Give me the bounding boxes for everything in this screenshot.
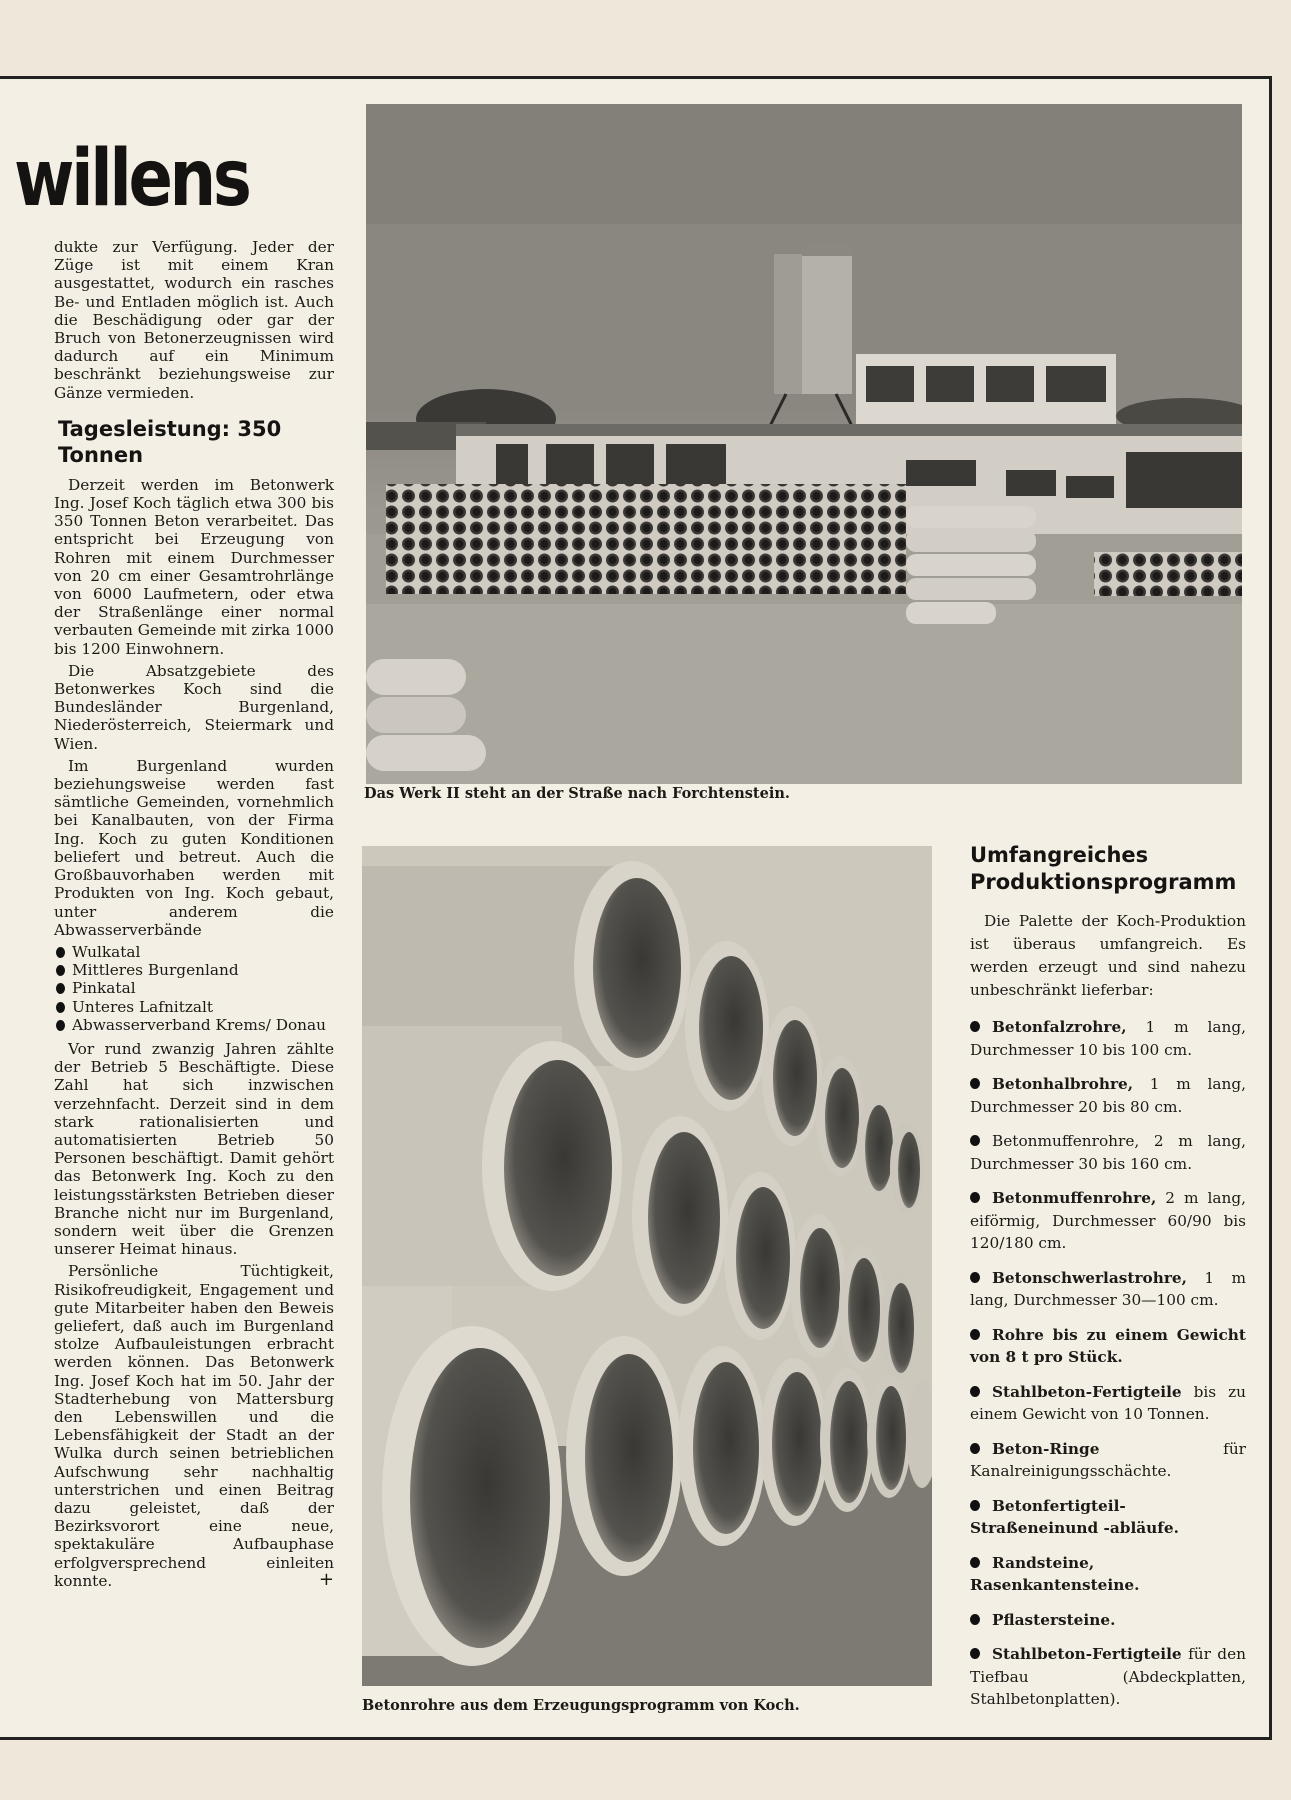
paragraph: Derzeit werden im Betonwerk Ing. Josef Koch täglich etwa 300 bis 350 Tonnen Beton verarbeitet. Das entspricht bei Erzeugung von Rohren mit einem Durchmesser von 20 cm einer Gesamtrohrlänge von 6000 Laufmetern, oder etwa der Straßenlänge einer normal verbauten Gemeinde mit zirka 1000 bis 1200 Einwohnern. bbox=[54, 475, 334, 658]
bullet-dot bbox=[970, 1272, 980, 1283]
product-item bbox=[970, 1073, 1246, 1118]
product-name: Stahlbeton-Fertigteile bbox=[992, 1645, 1182, 1663]
product-item bbox=[970, 1381, 1246, 1426]
photo-concrete-pipes bbox=[362, 846, 932, 1686]
caption-photo-factory: Das Werk II steht an der Straße nach Forchtenstein. bbox=[364, 785, 790, 802]
list-item: Mittleres Burgenland bbox=[54, 961, 334, 979]
product-name: Betonhalbrohre, bbox=[992, 1075, 1134, 1093]
bullet-dot bbox=[970, 1443, 980, 1454]
product-item bbox=[970, 1267, 1246, 1312]
article-column-left bbox=[54, 238, 334, 1594]
product-name: Betonmuffenrohre, bbox=[992, 1189, 1157, 1207]
bullet-dot bbox=[970, 1648, 980, 1659]
product-name: Betonfertigteil-Straßeneinund -abläufe. bbox=[970, 1496, 1179, 1537]
product-item bbox=[970, 1552, 1246, 1597]
product-detail: 1 m lang, Durchmesser 20 bis 80 cm. bbox=[970, 1075, 1246, 1116]
end-mark: + bbox=[318, 1568, 334, 1590]
product-detail: 1 m lang, Durchmesser 10 bis 100 cm. bbox=[970, 1018, 1246, 1059]
caption-photo-pipes: Betonrohre aus dem Erzeugungsprogramm von Koch. bbox=[362, 1697, 800, 1714]
bullet-dot bbox=[970, 1557, 980, 1568]
list-item: Wulkatal bbox=[54, 943, 334, 961]
product-detail: für den Tiefbau (Abdeckplatten, Stahlbetonplatten). bbox=[970, 1645, 1246, 1708]
paragraph: Vor rund zwanzig Jahren zählte der Betrieb 5 Beschäftigte. Diese Zahl hat sich inzwischen verzehnfacht. Derzeit sind in dem stark rationalisierten und automatisierten Betrieb 50 Personen beschäftigt. Damit gehört das Betonwerk Ing. Koch zu den leistungsstärksten Betrieben dieser Branche nicht nur im Burgenland, sondern weit über die Grenzen unserer Heimat hinaus. bbox=[54, 1039, 334, 1259]
product-name: Rohre bis zu einem Gewicht von 8 t pro Stück. bbox=[970, 1325, 1246, 1366]
product-name: Betonschwerlastrohre, bbox=[992, 1268, 1187, 1287]
list-item: Unteres Lafnitzalt bbox=[54, 998, 334, 1016]
product-detail: für Kanalreinigungsschächte. bbox=[970, 1439, 1246, 1480]
bullet-dot bbox=[970, 1500, 980, 1511]
paragraph bbox=[54, 1262, 334, 1590]
product-name: Betonmuffenrohre, bbox=[992, 1132, 1140, 1150]
bullet-dot bbox=[970, 1135, 980, 1146]
paragraph: Im Burgenland wurden beziehungsweise werden fast sämtliche Gemeinden, vornehmlich bei Kanalbauten, von der Firma Ing. Koch zu guten Konditionen beliefert und betreut. Auch die Großbauvorhaben werden mit Produkten von Ing. Koch gebaut, unter anderem die Abwasserverbände bbox=[54, 756, 334, 939]
product-item bbox=[970, 1324, 1246, 1369]
subheading-produktionsprogramm: Umfangreiches Produktionsprogramm bbox=[970, 843, 1237, 894]
paragraph: dukte zur Verfügung. Jeder der Züge ist mit einem Kran ausgestattet, wodurch ein rasches Be- und Entladen möglich ist. Auch die Beschädigung oder gar der Bruch von Betonerzeugnissen wird dadurch auf ein Minimum beschränkt beziehungsweise zur Gänze vermieden. bbox=[54, 238, 334, 402]
product-name: Beton-Ringe bbox=[992, 1439, 1100, 1458]
product-detail: 2 m lang, Durchmesser 30 bis 160 cm. bbox=[970, 1132, 1246, 1173]
paragraph: Die Palette der Koch-Produktion ist überaus umfangreich. Es werden erzeugt und sind nahezu unbeschränkt lieferbar: bbox=[970, 912, 1246, 999]
bullet-dot bbox=[970, 1386, 980, 1397]
paragraph: Die Absatzgebiete des Betonwerkes Koch sind die Bundesländer Burgenland, Niederösterreich, Steiermark und Wien. bbox=[54, 661, 334, 753]
bullet-dot bbox=[970, 1329, 980, 1340]
product-item bbox=[970, 1187, 1246, 1255]
bullet-dot bbox=[970, 1021, 980, 1032]
product-item bbox=[970, 1643, 1246, 1711]
bullet-dot bbox=[970, 1614, 980, 1625]
bullet-dot bbox=[970, 1078, 980, 1089]
article-column-right bbox=[970, 842, 1246, 1723]
product-item bbox=[970, 1016, 1246, 1061]
product-detail: bis zu einem Gewicht von 10 Tonnen. bbox=[970, 1382, 1246, 1423]
list-item: Pinkatal bbox=[54, 979, 334, 997]
subheading-tagesleistung: Tagesleistung: 350 Tonnen bbox=[58, 416, 282, 467]
paragraph-text: Persönliche Tüchtigkeit, Risikofreudigkeit, Engagement und gute Mitarbeiter haben den Beweis geliefert, daß auch im Burgenland stolze Aufbauleistungen erbracht werden können. Das Betonwerk Ing. Josef Koch hat im 50. Jahr der Stadterhebung von Mattersburg den Lebenswillen und die Lebensfähigkeit der Stadt an der Wulka durch seinen betrieblichen Aufschwung sehr nachhaltig unterstrichen und einen Beitrag dazu geleistet, daß der Bezirksvorort eine neue, spektakuläre Aufbauphase erfolgversprechend einleiten konnte. bbox=[54, 1262, 334, 1590]
product-item bbox=[970, 1609, 1246, 1632]
pipes-illustration bbox=[362, 846, 932, 1686]
product-name: Pflastersteine. bbox=[992, 1610, 1116, 1629]
product-item bbox=[970, 1438, 1246, 1483]
product-item bbox=[970, 1495, 1246, 1540]
product-detail: 1 m lang, Durchmesser 30—100 cm. bbox=[970, 1268, 1246, 1309]
bullet-list bbox=[54, 943, 334, 1034]
product-detail: 2 m lang, eiförmig, Durchmesser 60/90 bis 120/180 cm. bbox=[970, 1189, 1246, 1252]
factory-illustration bbox=[366, 104, 1242, 784]
headline: willens bbox=[14, 134, 249, 224]
product-name: Betonfalzrohre, bbox=[992, 1018, 1127, 1036]
product-item bbox=[970, 1130, 1246, 1175]
photo-factory bbox=[366, 104, 1242, 784]
list-item: Abwasserverband Krems/ Donau bbox=[54, 1016, 334, 1034]
product-name: Randsteine, Rasenkantensteine. bbox=[970, 1553, 1140, 1594]
bullet-dot bbox=[970, 1192, 980, 1203]
product-name: Stahlbeton-Fertigteile bbox=[992, 1382, 1182, 1401]
